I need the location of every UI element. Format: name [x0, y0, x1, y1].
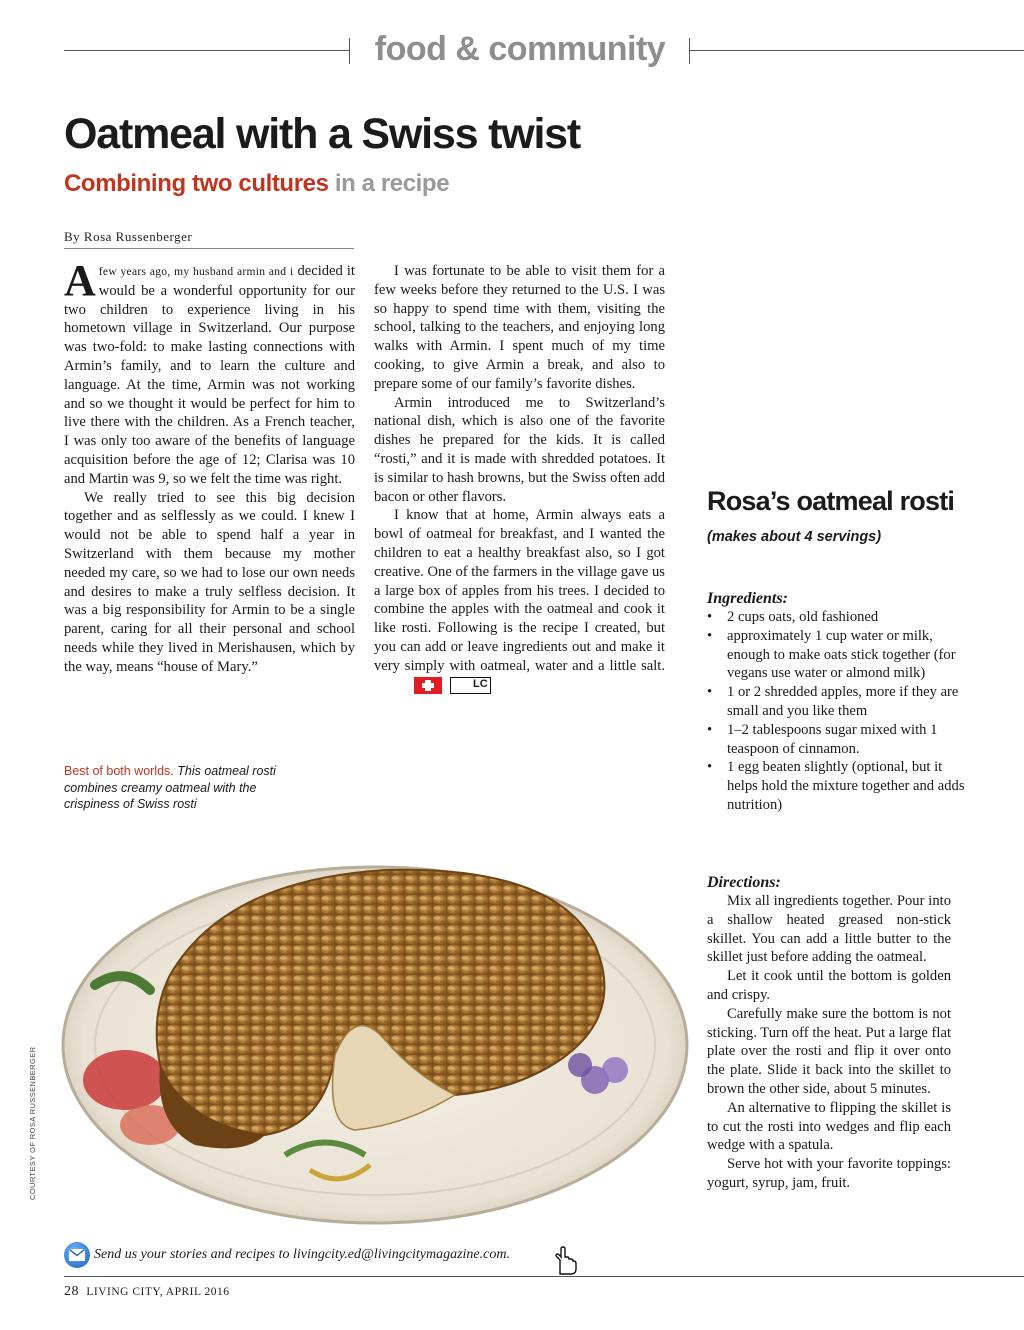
direction-step: Mix all ingredients together. Pour into a shallow heated greased non-stick skillet. You can add a little butter to the skillet just before adding the oatmeal.: [707, 893, 951, 966]
direction-step: An alternative to flipping the skillet is to cut the rosti into wedges and flip each wedge with a spatula.: [707, 1099, 951, 1154]
ingredient-item: • 2 cups oats, old fashioned: [707, 608, 967, 627]
paragraph-text: decided it would be a wonderful opportunity for our two children to experience living in his hometown village in Switzerland. Our purpose was two-fold: to make lasting connections with Armin’s family, and to learn the culture and language. At the time, Armin was not working and so we thought it would be perfect for him to live there with the children. As a French teacher, I was only too aware of the benefits of language acquisition before the age of 12; Clarisa was 10 and Martin was 9, so we felt the time was right.: [64, 263, 355, 487]
paragraph: Armin introduced me to Switzerland’s national dish, which is also one of the favorite dishes he prepared for the kids. It is called “rosti,” and it is made with shredded potatoes. It is similar to hash browns, but the Swiss often add bacon or other flavors.: [374, 394, 665, 505]
page-footer: [64, 1284, 230, 1300]
recipe-servings: (makes about 4 servings): [707, 529, 882, 545]
paragraph: We really tried to see this big decision together and as selflessly as we could. I knew I would not be able to spend half a year in Switzerland with them because my mother needed my care, so we had to lose our own needs and desires to make a truly selfless decision. It was a big responsibility for Armin to be a single parent, caring for all their personal and school needs while they lived in Merishausen, which by the way, means “house of Mary.”: [64, 489, 355, 675]
end-marks: [414, 677, 491, 694]
swiss-flag-icon: [414, 677, 442, 694]
article-column-1: [64, 256, 355, 677]
mail-icon[interactable]: [64, 1242, 90, 1268]
submission-line: [64, 1242, 510, 1268]
directions-body: [707, 892, 951, 1193]
deck-gray: in a recipe: [334, 170, 450, 197]
article-deck: [64, 170, 449, 198]
article-column-2: [374, 262, 665, 694]
caption-lead: Best of both worlds.: [64, 764, 174, 778]
paragraph: [374, 506, 665, 694]
ingredient-item: • 1 egg beaten slightly (optional, but it helps hold the mixture together and adds nutrition): [707, 758, 967, 814]
pointing-hand-icon: [552, 1246, 578, 1276]
recipe-title: Rosa’s oatmeal rosti: [707, 486, 955, 516]
ingredients-list: [707, 608, 967, 815]
footer-rule: [64, 1276, 1024, 1277]
photo-caption: [64, 763, 284, 813]
photo-credit: COURTESY OF ROSA RUSSENBERGER: [28, 1046, 37, 1200]
paragraph: [64, 256, 355, 489]
deck-red: Combining two cultures: [64, 170, 329, 197]
direction-step: Let it cook until the bottom is golden and crispy.: [707, 968, 951, 1003]
section-rule-right: [690, 50, 1024, 51]
caption-text: This oatmeal rosti combines creamy oatmeal with the crispiness of Swiss rosti: [64, 764, 276, 811]
drop-cap: A: [64, 256, 96, 305]
section-label: food & community: [374, 30, 666, 68]
ingredient-item: • 1 or 2 shredded apples, more if they are small and you like them: [707, 683, 967, 721]
oatmeal-rosti-photo: [55, 825, 695, 1235]
byline: By Rosa Russenberger: [64, 229, 354, 249]
section-tick-left: [349, 38, 350, 64]
paragraph-text: I know that at home, Armin always eats a bowl of oatmeal for breakfast, and I wanted the children to eat a healthy breakfast also, so I got creative. One of the farmers in the village gave us a large box of apples from his trees. I decided to combine the apples with the oatmeal and cook it like rosti. Following is the recipe I created, but you can add or leave ingredients out and make it very simply with oatmeal, water and a little salt.: [374, 507, 665, 674]
section-rule-left: [64, 50, 349, 51]
ingredient-item: • 1–2 tablespoons sugar mixed with 1 teaspoon of cinnamon.: [707, 721, 967, 759]
direction-step: Carefully make sure the bottom is not sticking. Turn off the heat. Put a large flat plate over the rosti and flip it over onto the plate. Slide it back into the skillet to brown the other side, about 5 minutes.: [707, 1005, 951, 1097]
lc-end-mark: LC: [450, 677, 491, 694]
publication-issue: LIVING CITY, APRIL 2016: [86, 1286, 230, 1298]
lead-in: few years ago, my husband armin and i: [98, 266, 294, 278]
ingredients-heading: Ingredients:: [707, 590, 788, 607]
submission-text[interactable]: Send us your stories and recipes to livingcity.ed@livingcitymagazine.com.: [94, 1247, 510, 1262]
article-headline: Oatmeal with a Swiss twist: [64, 110, 581, 158]
direction-step: Serve hot with your favorite toppings: yogurt, syrup, jam, fruit.: [707, 1156, 951, 1191]
paragraph: I was fortunate to be able to visit them for a few weeks before they returned to the U.S. I was so happy to spend time with them, visiting the school, talking to the teachers, and enjoying long walks with Armin. I spent much of my time cooking, to give Armin a break, and also to prepare some of our family’s favorite dishes.: [374, 263, 665, 392]
page-number: 28: [64, 1284, 79, 1299]
section-tick-right: [689, 38, 690, 64]
directions-heading: Directions:: [707, 874, 781, 891]
plate-apple-decoration: [83, 1050, 167, 1110]
ingredient-item: • approximately 1 cup water or milk, enough to make oats stick together (for vegans use water or almond milk): [707, 627, 967, 683]
